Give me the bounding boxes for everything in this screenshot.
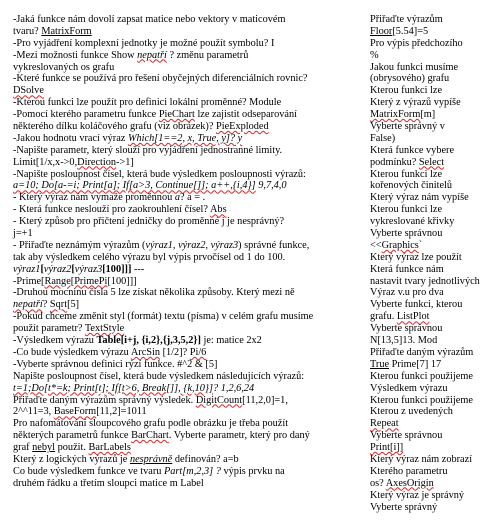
text-line [13, 418, 413, 430]
text-line [370, 418, 454, 430]
text-line [370, 287, 454, 299]
text-run: ArcSin [130, 346, 160, 358]
text-line [370, 275, 480, 288]
text-line [13, 466, 413, 478]
text-run: [5] [67, 299, 80, 311]
text-run: Print[i]] [370, 442, 404, 454]
text-run: 9,7,4,0 [255, 180, 287, 192]
text-run: Přiřaďte výrazům [370, 14, 443, 25]
text-run: Který výraz nám vypíše [370, 192, 469, 204]
text-line [13, 192, 413, 204]
text-run: -Kterou funkci lze použít pro definici lokální proměnné? Module [13, 97, 282, 109]
text-line [13, 276, 413, 288]
text-run: Vyberte správný v [370, 121, 445, 133]
text-run: -Pomocí kterého parametru funkce [13, 109, 159, 121]
text-run: -Napište parametr, který slouží pro vyjádření jednostranné limity. [13, 144, 283, 156]
text-run: Který výraz nám zobrazí [370, 453, 473, 465]
text-line [13, 73, 413, 85]
text-run: kořenových činitelů [370, 180, 453, 192]
text-run: Kterého parametru [370, 465, 448, 477]
text-line [370, 383, 454, 395]
text-run: Graphics [381, 239, 419, 251]
text-run: . Vyberte parametr, který pro daný [168, 430, 310, 442]
text-line [13, 406, 413, 418]
text-run: BarLabels [88, 442, 131, 454]
text-run: BarChart [131, 430, 169, 442]
text-run: Which[1==2, x, True, y]? y [127, 132, 243, 144]
text-run: -Prime[ [13, 275, 45, 287]
text-run: MatrixForm [370, 109, 421, 121]
text-line [370, 97, 461, 109]
text-line [13, 430, 413, 442]
text-run: [11,2,0]=1, [242, 394, 288, 406]
text-run: tvaru? [13, 25, 42, 37]
text-run: ->1] [116, 156, 134, 168]
text-run: --- [131, 263, 145, 275]
text-line [370, 14, 454, 26]
text-run: -Mezi možnosti funkce Show [13, 49, 138, 61]
text-run: Range[PrimePi [44, 275, 108, 287]
text-line [13, 180, 413, 192]
text-line [370, 370, 473, 383]
text-run: Kterou funkci lze [370, 85, 443, 97]
text-line [13, 26, 413, 38]
text-line [370, 73, 454, 85]
text-line [370, 228, 454, 240]
text-run: -Druhou mocninu čísla 5 lze získat několika způsoby. Který mezi ně [13, 287, 295, 299]
text-run: Přiřaďte daným výrazům správný výsledek. [13, 394, 196, 406]
text-run: Pi/6 [189, 346, 207, 358]
text-run: výpis prvku na [220, 465, 285, 477]
text-line [370, 406, 454, 418]
text-line [370, 299, 463, 311]
text-line [370, 145, 454, 157]
text-run: DigitCount [195, 394, 243, 406]
text-run: False) [370, 132, 396, 144]
text-line [13, 454, 413, 466]
text-line [13, 38, 413, 50]
text-run: Přiřaďte daným výrazům [370, 346, 474, 358]
text-run: vykreslovaných os grafu [13, 61, 115, 73]
right-column [370, 14, 480, 513]
text-run: Kterou funkci použijeme [370, 370, 473, 382]
text-line [13, 478, 413, 490]
text-line [13, 109, 413, 121]
text-run: Kterou funkci lze [370, 168, 443, 180]
text-run: nesprávně [129, 453, 173, 465]
text-line [370, 61, 459, 74]
text-line [13, 252, 413, 264]
text-run: -Pokud chceme změnit styl (formát) textu (písma) v celém grafu musíme [13, 311, 314, 323]
text-run: Výsledkem výrazu [370, 382, 448, 394]
text-line [13, 383, 413, 395]
text-run: 2^^11=3, [13, 406, 54, 418]
text-run: [100]]] [107, 275, 137, 287]
text-run: -Jakou hodnotu vrací výraz [13, 132, 128, 144]
text-run: Abs [210, 204, 227, 216]
text-run: grafu. [370, 311, 397, 323]
text-run: výraz3 [74, 263, 103, 275]
text-line [13, 216, 413, 228]
text-run: Select [418, 156, 445, 168]
text-run: Limit[1/x,x->0, [13, 156, 78, 168]
text-run: ? [42, 299, 50, 311]
text-run: t=1;Do[t*=k; Print[t]; If[t>6, Break[]], {k,10}] [13, 382, 214, 394]
text-line [370, 442, 454, 454]
text-run: BaseForm [53, 406, 97, 418]
text-run: výraz2 [43, 263, 72, 275]
text-run: Table[i+j, {i,2},{j,3,5,2}] [96, 335, 201, 347]
text-line [370, 204, 454, 216]
left-column [13, 14, 413, 490]
text-line [370, 216, 454, 228]
text-line [13, 323, 413, 335]
text-run: Napište posloupnost čísel, která bude výsledkem následujících výrazů: [13, 370, 305, 382]
text-line [370, 394, 473, 407]
text-run: -Co bude výsledkem výrazu [13, 346, 131, 358]
text-line [13, 240, 413, 252]
text-run: << [370, 239, 382, 251]
text-run: [1/2]? [160, 346, 190, 358]
text-line [13, 228, 413, 240]
text-line [370, 489, 465, 502]
text-run: PieExploded [216, 121, 269, 133]
text-run: - Přiřaďte neznámým výrazům ( [13, 239, 146, 251]
text-run: [ [71, 263, 75, 275]
text-run: PieChart [158, 109, 195, 121]
text-run: TextStyle [84, 323, 125, 335]
text-run: Která funkce nám [370, 263, 444, 275]
text-line [370, 311, 454, 323]
text-run: Repeat [370, 418, 399, 430]
text-run: některého dílku koláčového grafu (viz obrázek)? [13, 121, 216, 133]
text-line [370, 466, 454, 478]
text-run: Který výraz je správný [370, 489, 465, 501]
text-run: - Který způsob pro přičtení jedničky do proměnné j je nesprávný? [13, 216, 285, 228]
text-run: [11,2]=1011 [96, 406, 147, 418]
text-run: a=10; Do[a-=i; Print[a]; If[a>3, Continue[]]; a++,{i,4}] [13, 180, 256, 192]
text-run: [100]]] [102, 263, 132, 275]
text-run: j=+1 [13, 228, 33, 240]
text-line [13, 97, 413, 109]
text-run: vykreslované křivky [370, 216, 455, 228]
text-run: ? a = . [180, 192, 206, 204]
text-line [13, 287, 413, 299]
text-run: Který výraz lze použít [370, 251, 462, 263]
text-run: (obrysového) grafu [370, 73, 450, 85]
text-run: -Napište posloupnost čísel, která bude výsledkem posloupnosti výrazů: [13, 168, 306, 180]
text-line [370, 346, 474, 359]
text-line [370, 85, 454, 97]
text-line [13, 311, 413, 323]
text-line [370, 169, 454, 181]
text-line [370, 251, 462, 264]
text-run: -Výsledkem výrazu [13, 335, 97, 347]
text-run: - Který výraz nám vymaže proměnnou [13, 192, 175, 204]
text-run: % [370, 49, 379, 61]
text-run: N[13,5]13. Mod [370, 335, 438, 347]
text-run: Kterou z uvedených [370, 406, 453, 418]
text-line [13, 347, 413, 359]
text-line [370, 335, 454, 347]
text-run: Direction [77, 156, 117, 168]
text-run: druhém řádku a třetím sloupci matice m Label [13, 477, 204, 489]
text-run: Vyberte správný [370, 501, 438, 513]
text-line [13, 299, 413, 311]
text-run: Floor [370, 25, 393, 37]
text-run: AxesOrigin [385, 477, 434, 489]
text-run: definován? a=b [172, 453, 239, 465]
text-run: [5.54]=5 [392, 25, 429, 37]
text-run: nepatří [137, 49, 167, 61]
text-line [370, 240, 454, 252]
text-run: -Které funkce se používá pro řešení obyčejných diferenciálních rovnic? [13, 73, 308, 85]
text-line [370, 180, 454, 192]
text-run: -Jaká funkce nám dovolí zapsat matice nebo vektory v maticovém [13, 14, 286, 25]
text-line [370, 359, 454, 371]
text-run: [ [40, 263, 44, 275]
text-run: os? [370, 477, 386, 489]
text-line [370, 109, 454, 121]
text-line [13, 157, 413, 169]
text-run: Pro výpis předchozího [370, 37, 463, 49]
text-run: ? 1,2,6,24 [213, 382, 255, 394]
text-run: Kterou funkci lze [370, 204, 443, 216]
text-line [370, 453, 473, 466]
text-run: některých parametrů funkce [13, 430, 132, 442]
text-line [370, 192, 469, 204]
text-line [370, 323, 454, 335]
text-run: Prime[7] 17 [389, 358, 442, 370]
text-line [13, 85, 413, 97]
text-line [13, 264, 413, 276]
text-run: ? změnu parametrů [166, 49, 249, 61]
text-run: výraz1, výraz2, výraz3 [145, 239, 239, 251]
text-run: -Pro vyjádření komplexní jednotky je možné použít symbolu? I [13, 37, 275, 49]
text-run: použít parametr? [13, 323, 85, 335]
text-run: použit. [55, 442, 89, 454]
text-run: Který z výrazů vypíše [370, 97, 461, 109]
text-run: - Která funkce neslouží pro zaokrouhlení čísel? [13, 204, 210, 216]
text-line [13, 371, 413, 383]
text-run: Vyberte správnou [370, 228, 443, 240]
text-run: Pro nafomátování sloupcového grafu podle obrázku je třeba použít [13, 418, 289, 430]
text-run: [m] [420, 109, 436, 121]
text-run: ` [418, 239, 423, 251]
text-run: Jakou funkci musíme [370, 61, 459, 73]
text-run: a [174, 192, 180, 204]
text-run: nepatří [13, 299, 43, 311]
text-line [13, 442, 413, 454]
text-run: výraz1 [13, 263, 41, 275]
text-line [370, 133, 454, 145]
text-run: Sqrt [49, 299, 68, 311]
text-line [13, 121, 413, 133]
text-line [13, 359, 413, 371]
text-line [13, 204, 413, 216]
text-line [13, 145, 413, 157]
text-line [13, 14, 413, 26]
text-run: nastavit tvary jednotlivých [370, 275, 480, 287]
text-line [370, 478, 454, 490]
text-line [13, 133, 413, 145]
text-run: MatrixForm [41, 25, 92, 37]
text-run: Který z logických výrazů je [13, 453, 130, 465]
text-line [370, 121, 454, 133]
text-run: Výraz v.u pro dva [370, 287, 444, 299]
text-line [370, 430, 454, 442]
text-run: ListPlot [396, 311, 430, 323]
text-run: Vyberte správnou [370, 430, 443, 442]
text-run: Part[m,2,3] ? [163, 465, 221, 477]
text-run: je: matice 2x2 [200, 335, 262, 347]
text-run: ) správné funkce, [238, 239, 310, 251]
text-run: Co bude výsledkem funkce ve tvaru [13, 465, 164, 477]
text-line [13, 335, 413, 347]
text-line [13, 62, 413, 74]
text-run: tak aby výsledkem celého výrazu byl výpis prvočísel od 1 do 100. [13, 251, 286, 263]
text-run: DSolve [13, 85, 44, 97]
text-run: graf [13, 442, 33, 454]
text-run: -Vyberte správnou definici rýzí funkce. #^2 & [5] [13, 358, 218, 370]
text-line [13, 395, 413, 407]
text-line [13, 169, 413, 181]
text-run: True [370, 358, 390, 370]
text-run: podmínku? [370, 156, 419, 168]
text-line [370, 157, 454, 169]
text-run: Vyberte správnou [370, 323, 443, 335]
text-line [370, 264, 454, 276]
text-run: Která funkce vybere [370, 144, 455, 156]
text-line [370, 502, 454, 514]
text-line [370, 37, 463, 50]
text-line [13, 50, 413, 62]
text-line [370, 26, 454, 38]
text-run: nebyl [32, 442, 56, 454]
text-run: Vyberte funkci, kterou [370, 299, 463, 311]
text-run: Kterou funkci použijeme [370, 394, 473, 406]
text-line [370, 50, 454, 62]
text-run: lze zajistit odseparování [194, 109, 297, 121]
